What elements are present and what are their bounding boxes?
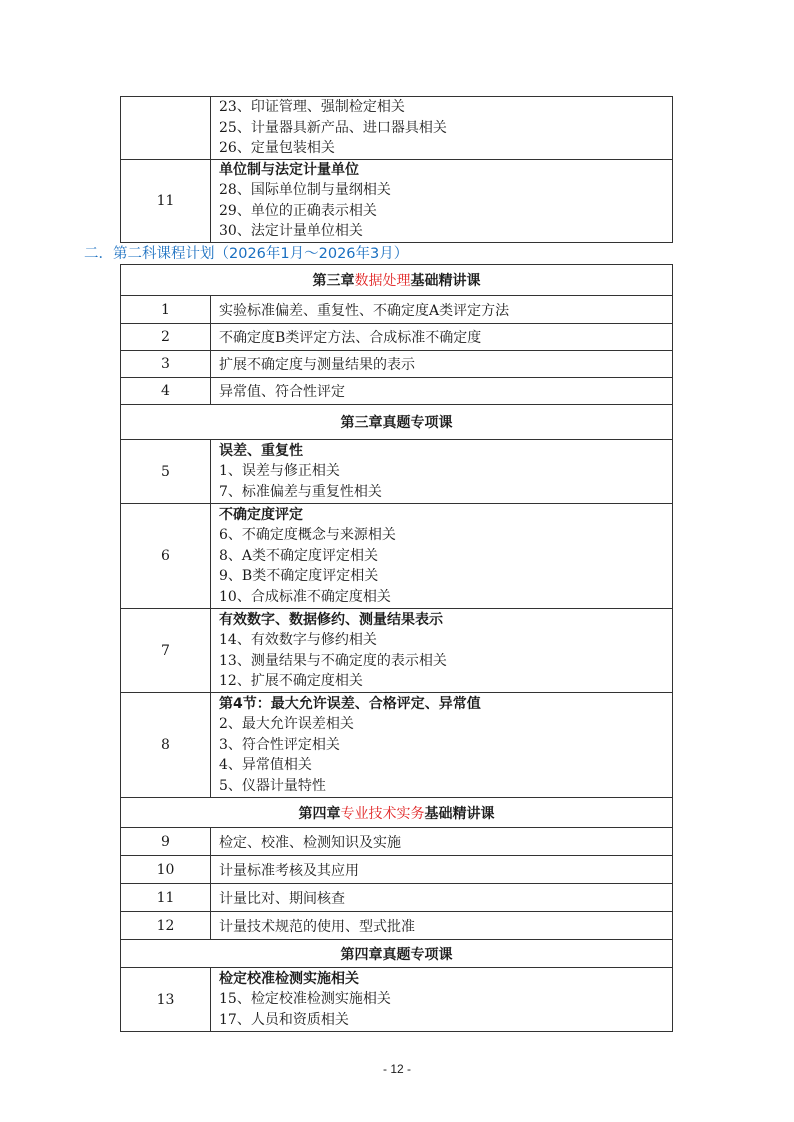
topic-line: 8、A类不确定度评定相关 — [219, 547, 379, 564]
row-heading: 检定校准检测实施相关 — [219, 970, 359, 987]
row-content — [211, 504, 673, 609]
table-row — [121, 351, 673, 378]
row-number: 11 — [121, 159, 211, 242]
chapter-header: 第四章专业技术实务基础精讲课 — [121, 798, 673, 828]
chapter-header-row — [121, 265, 673, 296]
chapter-highlight: 数据处理 — [354, 273, 411, 289]
topic-line: 1、误差与修正相关 — [219, 463, 340, 480]
first-subject-table-continued — [120, 96, 673, 243]
row-number: 4 — [121, 378, 211, 405]
row-content — [211, 159, 673, 242]
row-number: 6 — [121, 504, 211, 609]
table-row — [121, 693, 673, 798]
row-content: 异常值、符合性评定 — [211, 378, 673, 405]
table-row — [121, 912, 673, 940]
table-row — [121, 609, 673, 693]
row-number — [121, 97, 211, 160]
row-number: 5 — [121, 440, 211, 504]
row-heading: 误差、重复性 — [219, 442, 303, 459]
topic-line: 4、异常值相关 — [219, 757, 312, 774]
table-row — [121, 97, 673, 160]
row-heading: 有效数字、数据修约、测量结果表示 — [219, 611, 443, 628]
table-row — [121, 159, 673, 242]
topic-line: 17、人员和资质相关 — [219, 1011, 349, 1028]
row-number: 2 — [121, 324, 211, 351]
table-row — [121, 968, 673, 1032]
topic-line: 28、国际单位制与量纲相关 — [219, 182, 391, 198]
second-subject-course-table — [120, 264, 673, 1032]
chapter-highlight: 专业技术实务 — [340, 805, 425, 822]
row-content: 不确定度B类评定方法、合成标准不确定度 — [211, 324, 673, 351]
row-number: 11 — [121, 884, 211, 912]
row-number: 3 — [121, 351, 211, 378]
chapter-header: 第三章数据处理基础精讲课 — [121, 265, 673, 296]
table-row — [121, 440, 673, 504]
topic-line: 3、符合性评定相关 — [219, 736, 340, 753]
table-row — [121, 856, 673, 884]
row-heading: 第4节：最大允许误差、合格评定、异常值 — [219, 695, 481, 712]
table-row — [121, 884, 673, 912]
table-row — [121, 504, 673, 609]
row-content: 计量标准考核及其应用 — [211, 856, 673, 884]
topic-line: 10、合成标准不确定度相关 — [219, 588, 391, 605]
table-row — [121, 296, 673, 324]
row-number: 13 — [121, 968, 211, 1032]
row-heading: 不确定度评定 — [219, 506, 303, 523]
topic-line: 6、不确定度概念与来源相关 — [219, 527, 396, 544]
topic-line: 12、扩展不确定度相关 — [219, 673, 363, 689]
row-number: 1 — [121, 296, 211, 324]
chapter-header: 第三章真题专项课 — [121, 405, 673, 440]
topic-line: 26、定量包装相关 — [219, 140, 335, 156]
table-row — [121, 378, 673, 405]
topic-line: 15、检定校准检测实施相关 — [219, 991, 391, 1008]
topic-line: 25、计量器具新产品、进口器具相关 — [219, 119, 447, 136]
row-number: 7 — [121, 609, 211, 693]
section-title: 二．第二科课程计划（2026年1月～2026年3月） — [84, 246, 409, 262]
row-number: 9 — [121, 828, 211, 856]
row-heading: 单位制与法定计量单位 — [219, 161, 359, 178]
topic-line: 7、标准偏差与重复性相关 — [219, 483, 382, 500]
chapter-header-row — [121, 940, 673, 968]
table-row — [121, 828, 673, 856]
row-content: 实验标准偏差、重复性、不确定度A类评定方法 — [211, 296, 673, 324]
row-number: 12 — [121, 912, 211, 940]
chapter-header-row — [121, 405, 673, 440]
page-number: - 12 - — [382, 1062, 411, 1076]
chapter-header-row — [121, 798, 673, 828]
row-content: 检定、校准、检测知识及实施 — [211, 828, 673, 856]
topic-line: 2、最大允许误差相关 — [219, 716, 354, 733]
table-row — [121, 324, 673, 351]
topic-line: 29、单位的正确表示相关 — [219, 202, 377, 219]
row-content: 计量技术规范的使用、型式批准 — [211, 912, 673, 940]
row-content — [211, 97, 673, 160]
topic-line: 9、B类不确定度评定相关 — [219, 568, 379, 585]
topic-line: 14、有效数字与修约相关 — [219, 632, 377, 648]
chapter-header: 第四章真题专项课 — [121, 940, 673, 968]
topic-line: 23、印证管理、强制检定相关 — [219, 99, 405, 115]
row-content — [211, 609, 673, 693]
row-content: 扩展不确定度与测量结果的表示 — [211, 351, 673, 378]
topic-line: 5、仪器计量特性 — [219, 777, 326, 794]
row-content — [211, 693, 673, 798]
row-content: 计量比对、期间核查 — [211, 884, 673, 912]
row-content — [211, 440, 673, 504]
row-number: 10 — [121, 856, 211, 884]
topic-line: 30、法定计量单位相关 — [219, 223, 363, 239]
row-content — [211, 968, 673, 1032]
topic-line: 13、测量结果与不确定度的表示相关 — [219, 652, 447, 669]
row-number: 8 — [121, 693, 211, 798]
